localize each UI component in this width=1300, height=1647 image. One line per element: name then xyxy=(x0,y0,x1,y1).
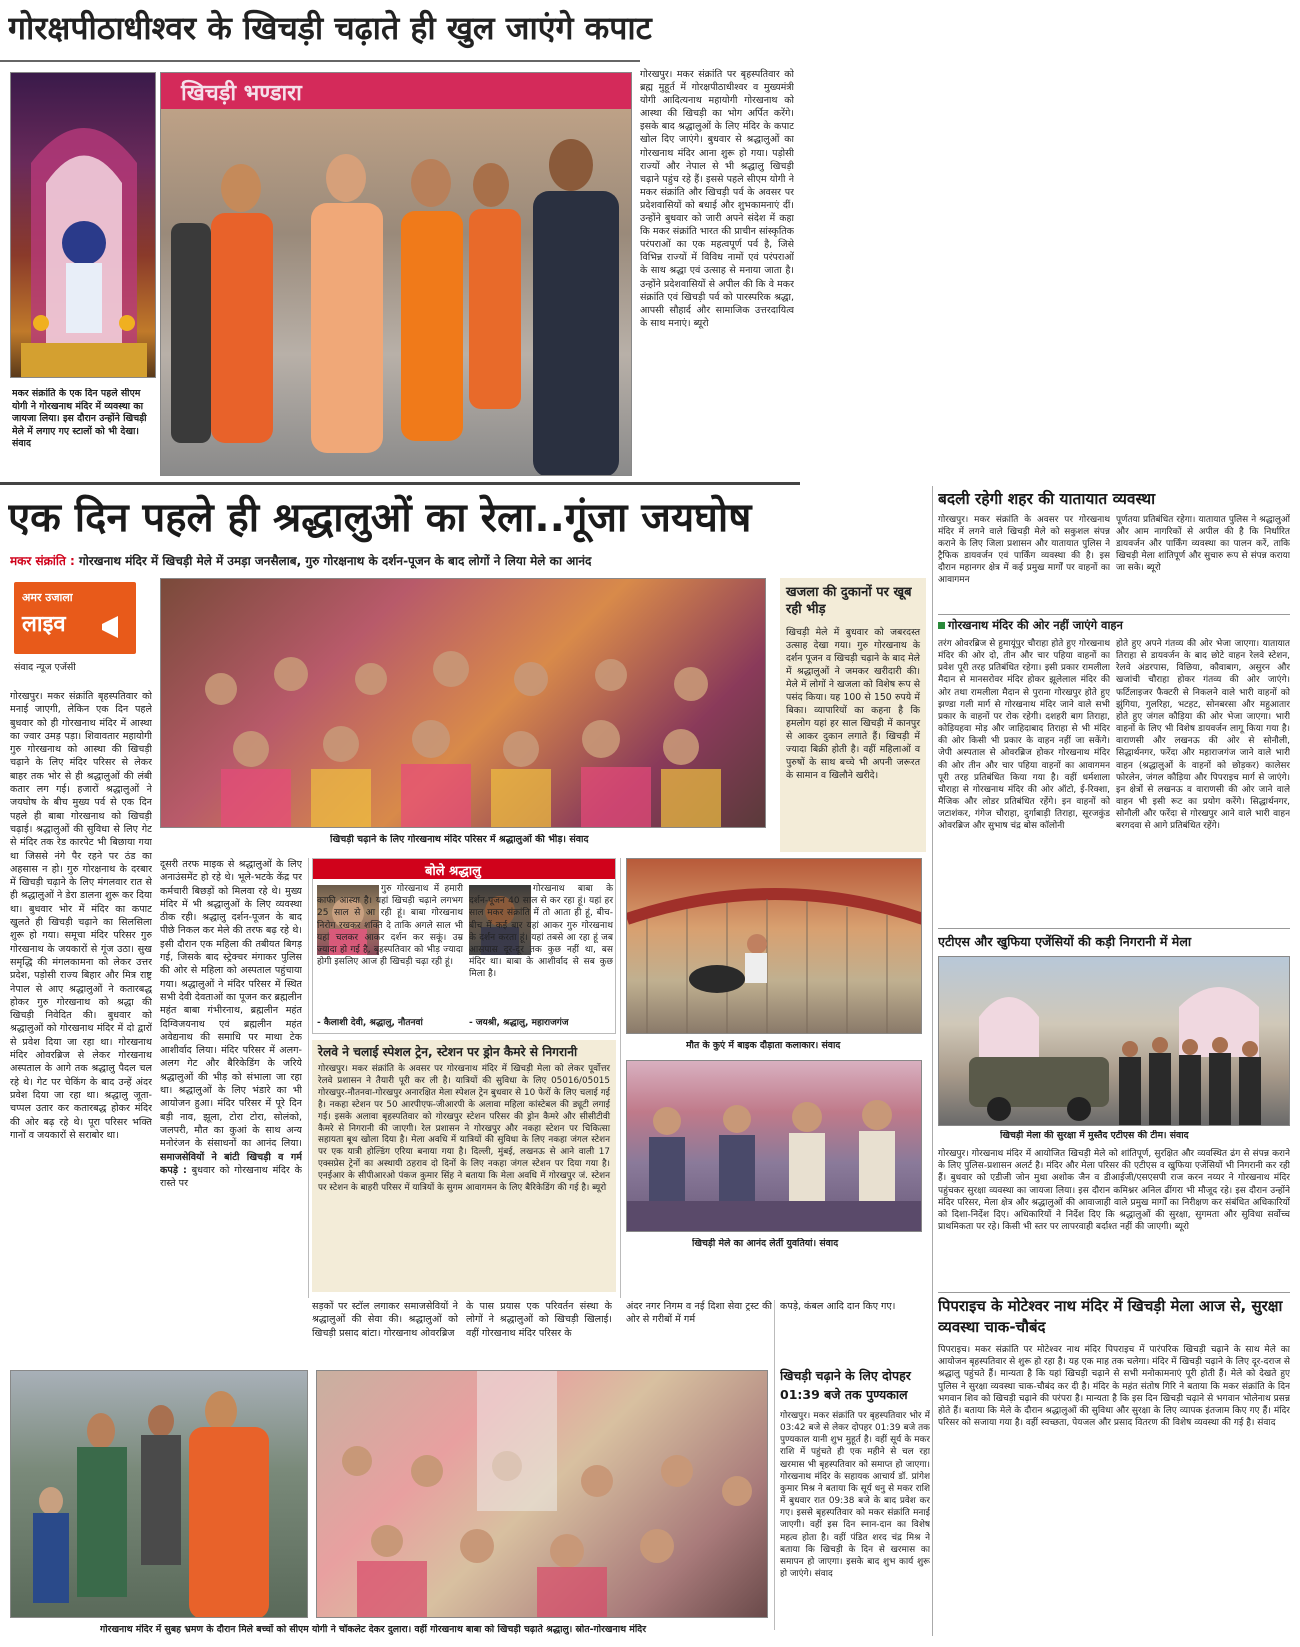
khajla-title: खजला की दुकानों पर खूब रही भीड़ xyxy=(786,585,912,617)
muhurat-body: गोरखपुर। मकर संक्रांति पर बृहस्पतिवार भोर में 03:42 बजे से लेकर दोपहर 01:39 बजे तक पुण्यकाल यानी शुभ मुहूर्त है। वहीं सूर्य के मकर राशि में पहुंचते ही एक महीने से चल रहा खरमास भी बृहस्पतिवार को समाप्त हो जाएगा। गोरखनाथ मंदिर के सहायक आचार्य डॉ. प्रांगेश कुमार मिश्र ने बताया कि सूर्य धनु से मकर राशि में बुधवार रात 09:38 बजे के बाद प्रवेश कर गए। इससे बृहस्पतिवार को मकर संक्रांति मनाई जाएगी। वहीं इस दिन स्नान-दान का विशेष महत्व होता है। वहीं पंडित शरद चंद्र मिश्र ने बताया कि खिचड़ी के दिन से खरमास का समापन हो जाएगा। इसके बाद शुभ कार्य शुरू हो जाएंगे। संवाद xyxy=(780,1411,930,1580)
top-headline: गोरक्षपीठाधीश्वर के खिचड़ी चढ़ाते ही खुल जाएंगे कपाट xyxy=(8,9,652,47)
traffic-col1: गोरखपुर। मकर संक्रांति के अवसर पर गोरखनाथ मंदिर में लगने वाले खिचड़ी मेले को सकुशल संपन्न कराने के लिए जिला प्रशासन और यातायात पुलिस ने ट्रैफिक डायवर्जन एवं पार्किंग व्यवस्था की है। इस दौरान महानगर क्षेत्र में कई प्रमुख मार्गों पर वाहनों का आवागमन xyxy=(938,515,1110,585)
pipraich-body: पिपराइच। मकर संक्रांति पर मोटेश्वर नाथ मंदिर पिपराइच में पारंपरिक खिचड़ी चढ़ाने के साथ मेले का आयोजन बृहस्पतिवार से शुरू हो रहा है। यह एक माह तक चलेगा। मंदिर में खिचड़ी चढ़ाने के लिए दूर-दराज से श्रद्धालु पहुंचते हैं। मान्यता है कि यहां खिचड़ी चढ़ाने से सभी मनोकामनाएं पूरी होती हैं। मेले को देखते हुए पुलिस ने सुरक्षा व्यवस्था चाक-चौबंद कर दी है। मंदिर के महंत संतोष गिरि ने बताया कि मकर संक्रांति के दिन भगवान शिव को खिचड़ी चढ़ाने की परंपरा है। मान्यता है कि इस दिन खिचड़ी चढ़ाने से भगवान भोलेनाथ प्रसन्न होते हैं। बताया कि मेले के दौरान श्रद्धालुओं की सुविधा और सुरक्षा के लिए व्यापक इंतजाम किए गए हैं। मंदिर परिसर को सजाया गया है। वहीं स्वच्छता, पेयजल और प्रसाद वितरण की विशेष व्यवस्था की गई है। संवाद xyxy=(938,1345,1290,1429)
main-subhead: गोरखनाथ मंदिर में खिचड़ी मेले में उमड़ा जनसैलाब, गुरु गोरक्षनाथ के दर्शन-पूजन के बाद लोगों ने लिया मेले का आनंद xyxy=(79,554,592,568)
bottom-col-2: के पास प्रयास एक परिवर्तन संस्था के लोगों ने श्रद्धालुओं को खिचड़ी खिलाई। वहीं गोरखनाथ मंदिर परिसर के xyxy=(466,1301,612,1339)
khajla-box xyxy=(780,578,926,852)
main-col2-subhead: समाजसेवियों ने बांटी खिचड़ी व गर्म कपड़े : xyxy=(160,1151,302,1176)
megaphone-icon xyxy=(100,612,130,642)
devotee-1-name: - कैलाशी देवी, श्रद्धालु, नौतनवां xyxy=(317,1018,423,1028)
rail-title: रेलवे ने चलाई स्पेशल ट्रेन, स्टेशन पर ड्रोन कैमरे से निगरानी xyxy=(318,1045,578,1059)
cm-children-photo xyxy=(10,1370,308,1618)
swing-photo xyxy=(626,1060,922,1232)
traffic-col2: पूर्णतया प्रतिबंधित रहेगा। यातायात पुलिस ने श्रद्धालुओं और आम नागरिकों से अपील की है कि निर्धारित डायवर्जन और पार्किंग व्यवस्था का पालन करें, ताकि खिचड़ी मेला शांतिपूर्ण और सुचारु रूप से संपन्न कराया जा सके। ब्यूरो xyxy=(1116,515,1290,573)
ats-team-photo xyxy=(938,956,1290,1126)
cm-visit-photo xyxy=(160,72,632,476)
traffic-sub-text: गोरखनाथ मंदिर की ओर नहीं जाएंगे वाहन xyxy=(948,618,1123,632)
bottom-photo-caption: गोरखनाथ मंदिर में सुबह भ्रमण के दौरान मिले बच्चों को सीएम योगी ने चॉकलेट देकर दुलारा। वहीं गोरखनाथ बाबा को खिचड़ी चढ़ाते श्रद्धालु। स्रोत-गोरखनाथ मंदिर xyxy=(100,1624,646,1635)
ats-body: गोरखपुर। गोरखनाथ मंदिर में आयोजित खिचड़ी मेले को शांतिपूर्ण, सुरक्षित और व्यवस्थित ढंग से संपन्न कराने के लिए पुलिस-प्रशासन अलर्ट है। मंदिर और मेला परिसर की एटीएस व खुफिया एजेंसियों भी निगरानी कर रही हैं। बुधवार को एडीजी जोन मुथा अशोक जैन व डीआईजी/एसएसपी राज करन नय्यर ने गोरखनाथ मंदिर पहुंचकर सुरक्षा व्यवस्था का जायजा लिया। इस दौरान कमिश्नर अनिल ढींगरा भी मौजूद रहे। इस दौरान उन्होंने मंदिर परिसर, मेला क्षेत्र और श्रद्धालुओं की आवाजाही वाले प्रमुख मार्गों का निरीक्षण कर संबंधित अधिकारियों को दिशा-निर्देश दिए। अधिकारियों ने निर्देश दिए कि श्रद्धालुओं की सुरक्षा, सुगमता और सुविधा सर्वोच्च प्राथमिकता पर रहे। किसी भी स्तर पर लापरवाही बर्दाश्त नहीं की जाएगी। ब्यूरो xyxy=(938,1149,1290,1233)
main-col2-tail: बुधवार को गोरखनाथ मंदिर के रास्ते पर xyxy=(160,1164,302,1190)
main-col1: गोरखपुर। मकर संक्रांति बृहस्पतिवार को मनाई जाएगी, लेकिन एक दिन पहले बुधवार को ही गोरखनाथ मंदिर में आस्था का ज्वार उमड़ पड़ा। शिवावतार महायोगी गुरु गोरखनाथ को आस्था की खिचड़ी चढ़ाने के लिए मंदिर परिसर से लेकर बाहर तक भोर से ही श्रद्धालुओं की लंबी कतार लग गई। हजारों श्रद्धालुओं ने जयघोष के बीच मुख्य पर्व से एक दिन पहले ही बाबा गोरखनाथ को खिचड़ी चढ़ाई। श्रद्धालुओं की सुविधा से लिए गेट से मंदिर तक रेड कारपेट भी बिछाया गया था जिससे नंगे पैर रहने पर ठंड का अहसास न हो। गुरु गोरक्षनाथ के दरबार में खिचड़ी चढ़ाने के लिए मंगलवार रात से ही श्रद्धालुओं ने डेरा डालना शुरू कर दिया था। बुधवार भोर में मंदिर का कपाट खुलते ही खिचड़ी चढ़ाने का सिलसिला शुरू हो गया। समूचा मंदिर परिसर गुरु गोरखनाथ के जयकारों से गूंज उठा। सुख समृद्धि की मंगलकामना को लेकर उत्तर प्रदेश, पड़ोसी राज्य बिहार और मित्र राष्ट्र नेपाल से आए श्रद्धालुओं ने कतारबद्ध होकर गुरु गोरखनाथ को श्रद्धा की खिचड़ी निवेदित की। बुधवार को श्रद्धालुओं को गोरखनाथ मंदिर में दो द्वारों से प्रवेश दिया जा रहा था। गोरखनाथ मंदिर ओवरब्रिज से लेकर गोरखनाथ अस्पताल के आगे तक श्रद्धालु पैदल चल रहे थे। गेट पर चेकिंग के बाद उन्हें अंदर प्रवेश दिया जा रहा था। श्रद्धालु जूता-चप्पल उतार कर कतारबद्ध होकर मंदिर की ओर बढ़ रहे थे। पूरा परिसर भक्ति गानों व जयकारों से सराबोर था। xyxy=(10,691,152,1141)
agency-line: संवाद न्यूज एजेंसी xyxy=(14,662,76,673)
bottom-col-4: कपड़े, कंबल आदि दान किए गए। xyxy=(780,1301,896,1312)
bole-title: बोले श्रद्धालु xyxy=(425,864,481,879)
ats-photo-caption: खिचड़ी मेला की सुरक्षा में मुस्तैद एटीएस की टीम। संवाद xyxy=(1000,1130,1189,1141)
main-kicker: मकर संक्रांति : xyxy=(10,554,75,568)
bole-box xyxy=(312,858,616,1034)
muhurat-title: खिचड़ी चढ़ाने के लिए दोपहर 01:39 बजे तक पुण्यकाल xyxy=(780,1368,911,1402)
main-headline: एक दिन पहले ही श्रद्धालुओं का रेला..गूंजा जयघोष xyxy=(8,495,752,541)
top-story-body: गोरखपुर। मकर संक्रांति पर बृहस्पतिवार को ब्रह्म मुहूर्त में गोरक्षपीठाधीश्वर व मुख्यमंत्री योगी आदित्यनाथ महायोगी गोरखनाथ को आस्था की खिचड़ी का भोग अर्पित करेंगे। इसके बाद श्रद्धालुओं के लिए मंदिर के कपाट खोल दिए जाएंगे। बुधवार से श्रद्धालुओं का गोरखनाथ मंदिर आना शुरू हो गया। पड़ोसी राज्यों और नेपाल से भी श्रद्धालु खिचड़ी चढ़ाने पहुंच रहे हैं। इससे पहले सीएम योगी ने मकर संक्रांति और खिचड़ी पर्व के अवसर पर प्रदेशवासियों को बधाई और शुभकामनाएं दीं। उन्होंने बुधवार को जारी अपने संदेश में कहा कि मकर संक्रांति भारत की प्राचीन सांस्कृतिक परंपराओं का एक महत्वपूर्ण पर्व है, जिसे विभिन्न राज्यों में विविध नामों एवं परंपराओं के साथ श्रद्धा एवं उत्साह से मनाया जाता है। उन्होंने प्रदेशवासियों से अपील की कि वे मकर संक्रांति एवं खिचड़ी पर्व को पारस्परिक श्रद्धा, आपसी सौहार्द और सामाजिक उत्तरदायित्व के साथ मनाएं। ब्यूरो xyxy=(640,69,794,329)
traffic-sub xyxy=(938,614,1290,634)
ats-title: एटीएस और खुफिया एजेंसियों की कड़ी निगरानी में मेला xyxy=(938,934,1192,949)
traffic-col4: होते हुए अपने गंतव्य की ओर भेजा जाएगा। यातायात तिराहा से डायवर्जन के बाद छोटे वाहन रेलवे स्टेशन, रेलवे अंडरपास, विछिया, कौवाबाग, असुरन और खजांची चौराहा होकर गंतव्य की ओर जाएंगे। फर्टिलाइजर फैक्टरी से निकलने वाले भारी वाहनों को झुंगिया, गुलरिहा, भटहट, सोनबरसा और महुआतार होते हुए जंगल कौड़िया की ओर भेजा जाएगा। भारी वाहनों के लिए भी विशेष डायवर्जन लागू किया गया है। वाराणसी और लखनऊ की ओर से सोनौली, सिद्धार्थनगर, फरेंदा और महाराजगंज जाने वाले भारी वाहन (श्रद्धालुओं के वाहनों को छोड़कर) कालेसर फोरलेन, जंगल कौड़िया और पिपराइच मार्ग से जाएंगे। इन क्षेत्रों से लखनऊ व वाराणसी की ओर जाने वाले वाहन भी इसी रूट का प्रयोग करेंगे। सिद्धार्थनगर, सोनौली और फरेंदा से गोरखपुर आने वाले भारी वाहन बरगदवा से आगे प्रतिबंधित रहेंगे। xyxy=(1116,639,1290,832)
rail-body: गोरखपुर। मकर संक्रांति के अवसर पर गोरखनाथ मंदिर में खिचड़ी मेला को लेकर पूर्वोत्तर रेलवे प्रशासन ने तैयारी पूरी कर ली है। यात्रियों की सुविधा के लिए 05016/05015 गोरखपुर-नौतनवा-गोरखपुर अनारक्षित मेला स्पेशल ट्रेन बुधवार से 10 फेरों के लिए चलाई गई है। नकहा स्टेशन पर 50 आरपीएफ-जीआरपी के अलावा महिला कांस्टेबल की ड्यूटी लगाई गई। इसके अलावा बृहस्पतिवार को गोरखपुर स्टेशन परिसर की ड्रोन कैमरे और सीसीटीवी कैमरे से निगरानी की जाएगी। रेल प्रशासन ने गोरखपुर और नकहा स्टेशन पर चिकित्सा सहायता बूथ खोला दिया है। मेला अवधि में यात्रियों की सुविधा के लिए नकहा जंगल स्टेशन पर एक यात्री होल्डिंग एरिया बनाया गया है। दिल्ली, मुंबई, लखनऊ से आने वाली 17 एक्सप्रेस ट्रेनों का अस्थायी ठहराव दो दिनों के लिए नकहा जंगल स्टेशन पर दिया गया है। एनईआर के सीपीआरओ पंकज कुमार सिंह ने बताया कि मेला अवधि में गोरखपुर जं. स्टेशन पर स्टेशन के बाहरी परिसर में यात्रियों के सुगम आवागमन के लिए बैरिकेडिंग की गई है। ब्यूरो xyxy=(318,1064,610,1194)
devotee-2-name: - जयश्री, श्रद्धालु, महाराजगंज xyxy=(469,1018,569,1028)
main-col2-text: दूसरी तरफ माइक से श्रद्धालुओं के लिए अनाउंसमेंट हो रहे थे। भूले-भटके केंद्र पर कर्मचारी बिछड़ों को मिलवा रहे थे। मुख्य मंदिर में भी श्रद्धालुओं के लिए व्यवस्था ठीक रही। श्रद्धालु दर्शन-पूजन के बाद पीछे निकल कर मेले की तरफ बढ़ रहे थे। इसी दौरान एक महिला की तबीयत बिगड़ गई, जिसके बाद स्ट्रेक्चर मंगाकर पुलिस की ओर से महिला को अस्पताल पहुंचाया गया। श्रद्धालुओं ने मंदिर परिसर में स्थित सभी देवी देवताओं का पूजन कर ब्रह्मलीन महंत बाबा गंभीरनाथ, ब्रह्मलीन महंत दिग्विजयनाथ एवं ब्रह्मलीन महंत अवेद्यनाथ की समाधि पर माथा टेक आशीर्वाद लिया। मंदिर परिसर में अलग-अलग गेट और बैरिकेडिंग के जरिये श्रद्धालुओं की भीड़ को संभाला जा रहा था। श्रद्धालुओं के लिए भंडारे का भी आयोजन हुआ। मंदिर परिसर में पूरे दिन बड़ी नाव, झूला, टोरा टोरा, सोलंको, जलपरी, मौत का कुआं के साथ अन्य मनोरंजन के संसाधनों का आनंद लिया। xyxy=(160,859,302,1150)
pipraich-title: पिपराइच के मोटेश्वर नाथ मंदिर में खिचड़ी मेला आज से, सुरक्षा व्यवस्था चाक-चौबंद xyxy=(938,1297,1283,1336)
traffic-title: बदली रहेगी शहर की यातायात व्यवस्था xyxy=(938,490,1156,508)
bottom-col-3: अंदर नगर निगम व नई दिशा सेवा ट्रस्ट की ओर से गरीबों में गर्म xyxy=(626,1301,772,1326)
logo-top-text: अमर उजाला xyxy=(22,591,73,604)
crowd-photo-caption: खिचड़ी चढ़ाने के लिए गोरखनाथ मंदिर परिसर में श्रद्धालुओं की भीड़। संवाद xyxy=(330,834,589,845)
rail-box xyxy=(312,1040,616,1292)
death-well-caption: मौत के कुएं में बाइक दौड़ाता कलाकार। संवाद xyxy=(686,1040,841,1051)
shrine-photo-caption: मकर संक्रांति के एक दिन पहले सीएम योगी ने गोरखनाथ मंदिर में व्यवस्था का जायजा लिया। इस दौरान उन्होंने खिचड़ी मेले में लगाए गए स्टालों को भी देखा। संवाद xyxy=(12,388,147,450)
banner-text: खिचड़ी भण्डारा xyxy=(181,81,302,106)
green-bullet-icon xyxy=(938,622,945,629)
amar-ujala-live-logo xyxy=(14,582,136,654)
shrine-photo xyxy=(10,72,156,378)
devotees-offering-photo xyxy=(316,1370,768,1618)
traffic-col3: तरंग ओवरब्रिज से हुमायूंपुर चौराहा होते हुए गोरखनाथ मंदिर की ओर दो, तीन और चार पहिया वाहनों का प्रवेश पूरी तरह प्रतिबंधित रहेगा। इसी प्रकार रामलीला मैदान से मानसरोवर मंदिर होकर झूलेलाल मंदिर की ओर तथा रामलीला मैदान से पुराना गोरखपुर होते हुए झण्डा गली मार्ग से गोरखनाथ मंदिर जाने वाले सभी प्रकार के वाहनों पर रोक रहेगी। दशहरी बाग तिराहा, कोड़ियहवा मोड़ और जाहिदाबाद तिराहा से भी मंदिर की ओर किसी भी प्रकार के वाहन नहीं जा सकेंगे। जेपी अस्पताल से ओवरब्रिज होकर गोरखनाथ मंदिर की ओर तीन और चार पहिया वाहनों का आवागमन पूरी तरह प्रतिबंधित किया गया है। वहीं धर्मशाला चौराहा से गोरखनाथ मंदिर की ओर ऑटो, ई-रिक्शा, मैजिक और लोडर प्रतिबंधित रहेंगे। इन वाहनों को जटाशंकर, गंगेज चौराहा, दुर्गाबाड़ी तिराहा, सूरजकुंड ओवरब्रिज और सुभाष चंद्र बोस कॉलोनी xyxy=(938,639,1110,832)
devotee-1-quote: गुरु गोरखनाथ में हमारी काफी आस्था है। यहां खिचड़ी चढ़ाने लगभग 25 साल से आ रही हूं। बाबा गोरखनाथ निरोग रखकर शक्ति दे ताकि अगले साल भी यहां चलकर आकर दर्शन कर सकूं। उम्र ज्यादा हो गई है, बृहस्पतिवार को भीड़ ज्यादा होगी इसलिए आज ही खिचड़ी चढ़ा रही हूं। xyxy=(317,884,463,968)
swing-caption: खिचड़ी मेले का आनंद लेतीं युवतियां। संवाद xyxy=(692,1238,839,1249)
bottom-col-1: सड़कों पर स्टॉल लगाकर समाजसेवियों ने श्रद्धालुओं की सेवा की। श्रद्धालुओं को खिचड़ी प्रसाद बांटा। गोरखनाथ ओवरब्रिज xyxy=(312,1301,458,1339)
main-col2 xyxy=(160,858,302,1290)
devotee-2-quote: गोरखनाथ बाबा के दर्शन-पूजन 40 साल से कर रहा हूं। यहां हर साल मकर संक्रांति में तो आता ही हूं, बीच-बीच में कई बार यहां आकर गुरु गोरखनाथ के दर्शन करता हूं। यहां तबसे आ रहा हूं जब आसपास दूर-दूर तक कुछ नहीं था, बस मंदिर था। बाबा के आशीर्वाद से सब कुछ मिला है। xyxy=(469,884,613,980)
khajla-body: खिचड़ी मेले में बुधवार को जबरदस्त उत्साह देखा गया। गुरु गोरखनाथ के दर्शन पूजन व खिचड़ी चढ़ाने के बाद मेले में श्रद्धालुओं ने जमकर खरीदारी की। मेले में लोगों ने खजला को विशेष रूप से पसंद किया। यह 100 से 150 रुपये में बिका। व्यापारियों का कहना है कि हमलोग यहां हर साल खिचड़ी में कानपुर से आकर दुकान लगाते हैं। खिचड़ी में ज्यादा बिक्री होती है। वहीं महिलाओं व पुरुषों के साथ बच्चे भी अपनी जरूरत के सामान व खिलौने खरीदे। xyxy=(786,627,920,781)
death-well-photo xyxy=(626,858,922,1034)
logo-bottom-text: लाइव xyxy=(22,612,66,637)
crowd-photo xyxy=(160,578,766,828)
